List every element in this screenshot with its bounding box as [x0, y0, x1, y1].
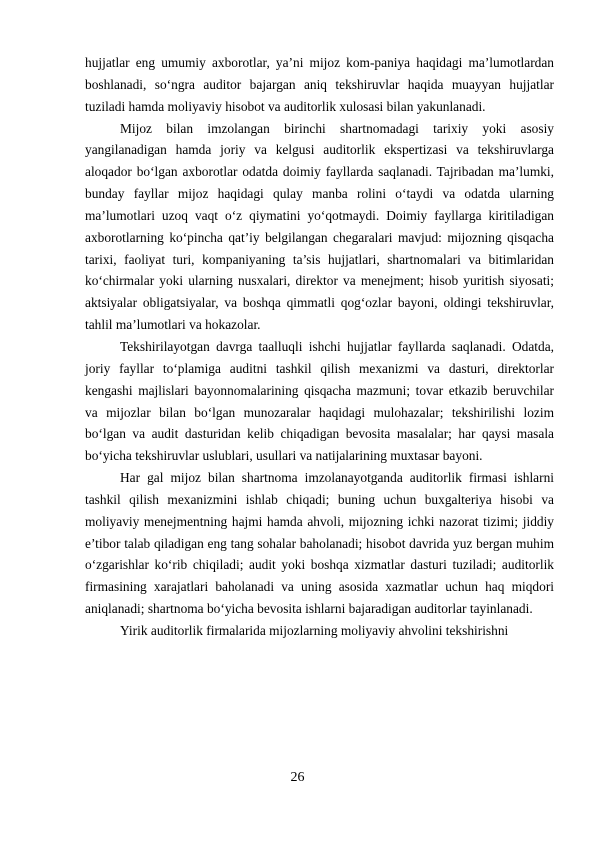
paragraph-permanent-files: Mijoz bilan imzolangan birinchi shartnomadagi tarixiy yoki asosiy yangilanadigan hamda joriy va kelgusi auditorlik ekspertizasi va tekshiruvlarga aloqador bo‘lgan axborotlar odatda doimiy fayllarda saqlanadi. Tajribadan ma’lumki, bunday fayllar mijoz haqidagi qulay manba rolini o‘taydi va odatda ularning ma’lumotlari uzoq vaqt o‘z qiymatini yo‘qotmaydi. Doimiy fayllarga kiritiladigan axborotlarning ko‘pincha qat’iy belgilangan chegaralari mavjud: mijozning qisqacha tarixi, faoliyat turi, kompaniyaning ta’sis hujjatlari, shartnomalari va bitimlaridan ko‘chirmalar yoki ularning nusxalari, direktor va menejment; hisob yuritish siyosati; aktsiyalar obligatsiyalar, va boshqa qimmatli qog‘ozlar bayoni, oldingi tekshiruvlar, tahlil ma’lumotlari va hokazolar. [85, 120, 554, 333]
paragraph-large-firms: Yirik auditorlik firmalarida mijozlarning moliyaviy ahvolini tekshirishni [120, 622, 509, 638]
paragraph-work-organization: Har gal mijoz bilan shartnoma imzolanayotganda auditorlik firmasi ishlarni tashkil qilish mexanizmini ishlab chiqadi; buning uchun buxgalteriya hisobi va moliyaviy menejmentning hajmi hamda ahvoli, mijozning ichki nazorat tizimi; jiddiy e’tibor talab qiladigan eng tang sohalar baholanadi; hisobot davrida yuz bergan muhim o‘zgarishlar ko‘rib chiqiladi; audit yoki boshqa xizmatlar dasturi tuziladi; auditorlik firmasining xarajatlari baholanadi va uning asosida xazmatlar uchun haq miqdori aniqlanadi; shartnoma bo‘yicha bevosita ishlarni bajaradigan auditorlar tayinlanadi. [85, 470, 554, 617]
paragraph-current-files: Tekshirilayotgan davrga taalluqli ishchi hujjatlar fayllarda saqlanadi. Odatda, joriy fayllar to‘plamiga auditni tashkil qilish mexanizmi va dasturi, direktorlar kengashi majlislari bayonnomalarining qisqacha mazmuni; tovar etkazib beruvchilar va mijozlar bilan bo‘lgan munozaralar haqidagi mulohazalar; tekshirilishi lozim bo‘lgan va audit dasturidan kelib chiqadigan bevosita masalalar; har qaysi masala bo‘yicha tekshiruvlar uslublari, usullari va natijalarining muxtasar bayoni. [85, 338, 554, 464]
page-number: 26 [290, 770, 305, 785]
body-text [85, 52, 554, 642]
paragraph-continuation: hujjatlar eng umumiy axborotlar, ya’ni mijoz kom-paniya haqidagi ma’lumotlardan boshlanadi, so‘ngra auditor bajargan aniq tekshiruvlar haqida muayyan hujjatlar tuziladi hamda moliyaviy hisobot va auditorlik xulosasi bilan yakunlanadi. [85, 55, 554, 114]
